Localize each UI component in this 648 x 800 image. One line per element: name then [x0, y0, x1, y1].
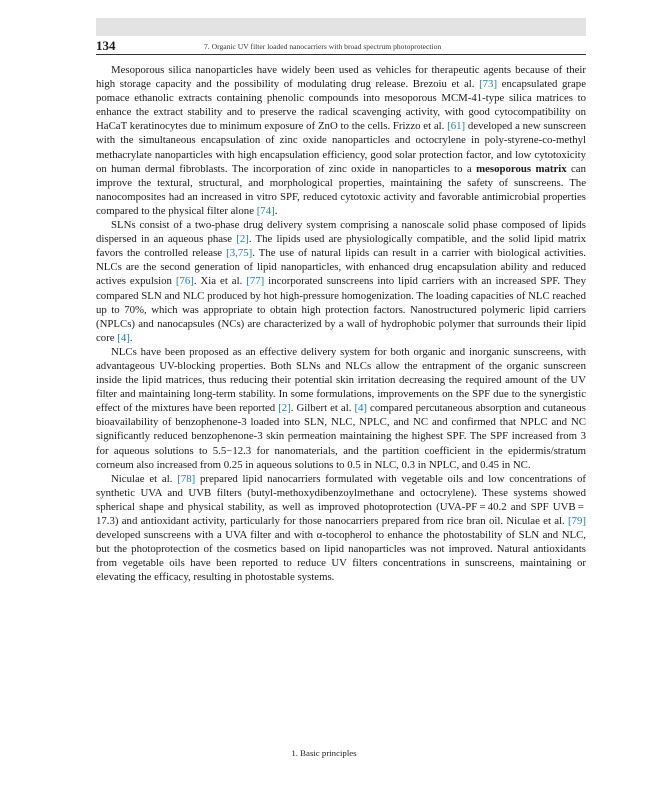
- reference-link[interactable]: [77]: [246, 275, 265, 288]
- reference-link[interactable]: [3,75]: [226, 247, 253, 260]
- text-run: Mesoporous silica nanoparticles have widely been used as vehicles for therapeutic agents because of their high storage capacity and the possibility of modulating drug release. Brezoiu et al.: [96, 64, 586, 91]
- text-run: can improve the textural, structural, and morphological properties, maintaining the safety of sunscreens. The nanocomposites had an increased in vitro SPF, reduced cytotoxic activity and favorable antimicrobial properties compared to the physical filter alone: [96, 162, 586, 217]
- text-run: compared percutaneous absorption and cutaneous bioavailability of benzophenone-3 loaded into SLN, NLC, NPLC, and NC and confirmed that NPLC and NC significantly reduced benzophenone-3 skin permeation maintaining the highest SPF. The SPF increased from 3 for aqueous solutions to 5.5−12.3 for nanomaterials, and the partition coefficient in the epidermis/stratum corneum also increased from 0.25 in aqueous solutions to 0.5 in NLC, 0.3 in NPLC, and 0.45 in NC.: [96, 402, 586, 471]
- text-run: . Xia et al.: [193, 275, 247, 288]
- paragraph: [96, 218, 586, 345]
- page-number: 134: [96, 38, 116, 53]
- text-run: Niculae et al.: [111, 472, 178, 485]
- text-run: .: [274, 204, 278, 217]
- reference-link[interactable]: [79]: [568, 515, 586, 527]
- text-run: . The use of natural lipids can result in a carrier with biological activities. NLCs are the second generation of lipid nanoparticles, with enhanced drug encapsulation ability and reduced actives expulsion: [96, 247, 586, 288]
- reference-link[interactable]: [4]: [117, 331, 130, 344]
- header-rule: [96, 54, 586, 55]
- text-run: . The lipids used are physiologically compatible, and the solid lipid matrix favors the controlled release: [96, 233, 587, 260]
- reference-link[interactable]: [2]: [236, 233, 249, 246]
- reference-link[interactable]: [2]: [278, 402, 291, 415]
- footer-section-label: 1. Basic principles: [291, 748, 357, 758]
- running-title: 7. Organic UV filter loaded nanocarriers with broad spectrum photoprotection: [204, 42, 442, 51]
- reference-link[interactable]: [78]: [177, 472, 196, 485]
- text-run: developed sunscreens with a UVA filter and with α-tocopherol to enhance the photostability of SLN and NLC, but the photoprotection of the cosmetics based on lipid nanoparticles was not improved. Natural antioxidants from vegetable oils have been reported to reduce UV filters concentrations in sunscreens, maintaining or elevating the efficacy, resulting in photostable systems.: [96, 529, 586, 584]
- text-run: incorporated sunscreens into lipid carriers with an increased SPF. They compared SLN and NLC produced by hot high-pressure homogenization. The loading capacities of NLC reached up to 70%, which was appropriate to obtain high protection factors. Nanostructured polymeric lipid carriers (NPLCs) and nanocapsules (NCs) are characterized by a wall of hydrophobic polymer that surrounds their lipid core: [96, 275, 586, 344]
- text-run: encapsulated grape pomace ethanolic extracts containing phenolic compounds into mesoporous MCM-41-type silica matrices to enhance the extract stability and to preserve the radical scavenging activity, with good cytocompatibility on HaCaT keratinocytes due to minimum exposure of ZnO to the cells. Frizzo et al.: [96, 78, 587, 133]
- reference-link[interactable]: [76]: [175, 275, 194, 288]
- reference-link[interactable]: [74]: [256, 204, 275, 217]
- text-run: .: [129, 331, 133, 344]
- bold-term: mesoporous matrix: [476, 162, 567, 175]
- header-band: [96, 18, 586, 36]
- reference-link[interactable]: [73]: [479, 78, 498, 91]
- paragraph: [96, 472, 586, 585]
- paragraph: [96, 345, 586, 472]
- reference-link[interactable]: [61]: [447, 120, 466, 133]
- paragraph: [96, 63, 586, 218]
- text-run: NLCs have been proposed as an effective delivery system for both organic and inorganic sunscreens, with advantageous UV-blocking properties. Both SLNs and NLCs allow the entrapment of the organic sunscreen inside the lipid matrices, thus reducing their potential skin irritation decreasing the required amount of the UV filter and maintaining long-term stability. In some formulations, improvements on the SPF due to the synergistic effect of the mixtures have been reported: [96, 345, 586, 415]
- text-run: SLNs consist of a two-phase drug delivery system comprising a nanoscale solid phase composed of lipids dispersed in an aqueous phase: [96, 219, 586, 246]
- text-run: prepared lipid nanocarriers formulated with vegetable oils and low concentrations of synthetic UVA and UVB filters (butyl-methoxydibenzoylmethane and octocrylene). These systems showed spherical shape and physical stability, as well as improved photoprotection (UVA-PF = 40.2 and SPF UVB = 17.3) and antioxidant activity, particularly for those nanocarriers prepared from rice bran oil. Niculae et al.: [96, 472, 587, 527]
- text-run: developed a new sunscreen with the simultaneous encapsulation of zinc oxide nanoparticles and octocrylene in poly-styrene-co-methyl methacrylate nanoparticles with high encapsulation efficiency, good solar protection factor, and low cytotoxicity on human dermal fibroblasts. The incorporation of zinc oxide in nanoparticles to a: [96, 120, 586, 175]
- text-run: . Gilbert et al.: [290, 402, 355, 415]
- reference-link[interactable]: [4]: [354, 402, 368, 415]
- body-text: [96, 63, 586, 584]
